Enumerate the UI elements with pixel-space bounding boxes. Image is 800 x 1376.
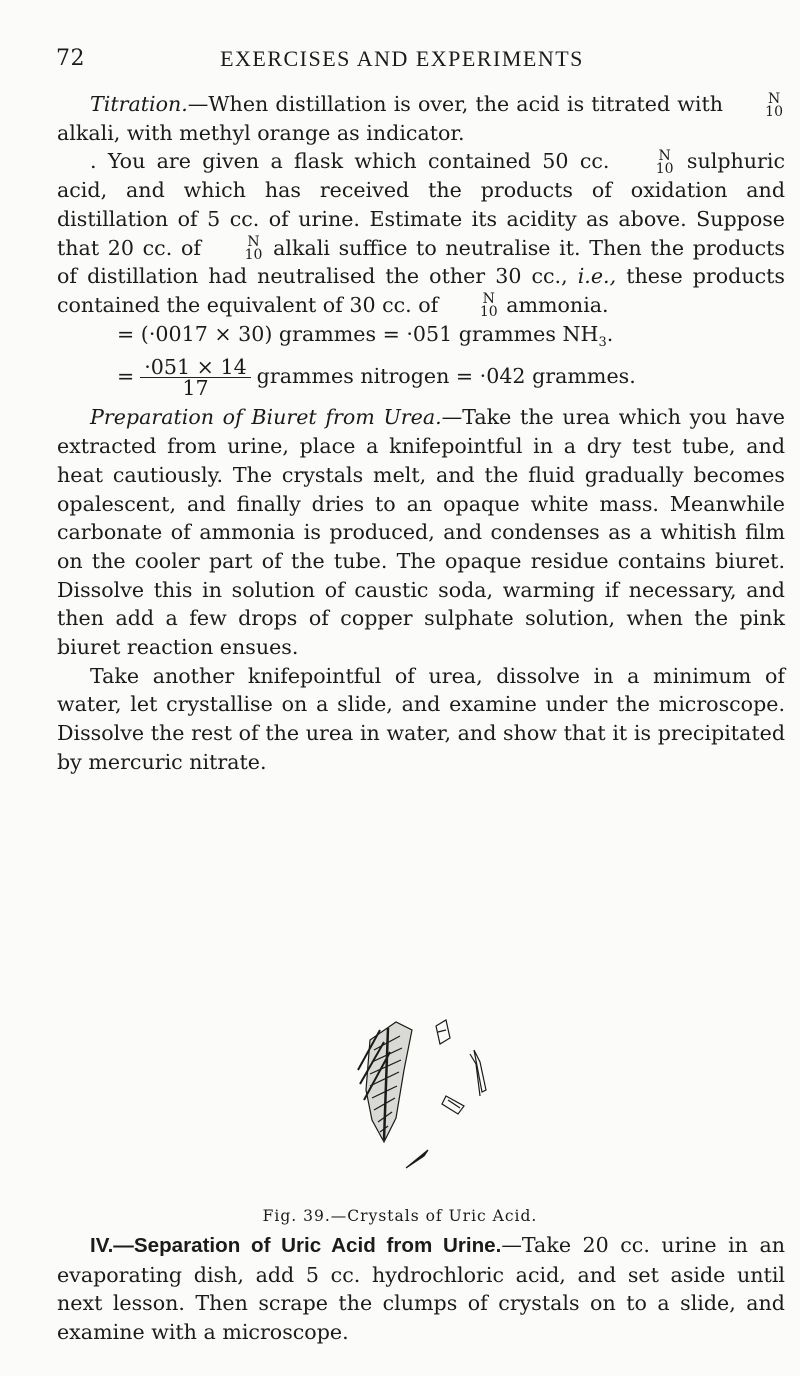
equation-line-1: = (·0017 × 30) grammes = ·051 grammes $NH_3$.: [117, 321, 614, 350]
fraction: N 10: [655, 147, 674, 177]
equation-line-2: = $\frac{\cdot 051 \times 14}{17}$ grammes nitrogen = ·042 grammes.: [117, 355, 636, 401]
uric-acid-crystals-figure: [300, 1000, 520, 1180]
crystals-drawing: [300, 1000, 520, 1180]
biuret-paragraph: Preparation of Biuret from Urea.—Take the urea which you have extracted from urine, place a knifepointful in a dry test tube, and heat cautiously. The crystals melt, and the fluid gradually becomes opalescent, and finally dries to an opaque white mass. Meanwhile carbonate of ammonia is produced, and condenses as a whitish film on the cooler part of the tube. The opaque residue contains biuret. Dissolve this in solution of caustic soda, warming if necessary, and then add a few drops of copper sulphate solution, when the pink biuret reaction ensues.: [57, 405, 785, 660]
fraction: N 10: [244, 234, 263, 264]
fraction: N 10: [479, 291, 498, 321]
page-header: [56, 46, 748, 76]
equation-fraction: $\frac{\cdot 051 \times 14}{17}$: [140, 357, 250, 398]
urea-paragraph: Take another knifepointful of urea, dissolve in a minimum of water, let crystallise on a slide, and examine under the microscope. Dissolve the rest of the urea in water, and show that it is precipitated by mercuric nitrate.: [57, 663, 785, 774]
biuret-title: Preparation of Biuret from Urea.: [90, 405, 442, 430]
titration-title: Titration.: [90, 92, 188, 116]
estimate-paragraph: . You are given a flask which contained 50 cc. N 10 sulphuric acid, and which has received the products of oxidation and distillation of 5 cc. of urine. Estimate its acidity as above. Suppose that 20 cc. of N 10 alkali suffice to neutralise it. Then the products of distillation had neutralised the other 30 cc., i.e., these products contained the equivalent of 30 cc. of N 10 ammonia.: [57, 147, 786, 321]
fraction: N 10: [765, 90, 783, 120]
page-body: [57, 90, 785, 777]
running-title: EXERCISES AND EXPERIMENTS: [220, 46, 584, 71]
section-iv: IV.—Separation of Uric Acid from Urine.—Take 20 cc. urine in an evaporating dish, add 5 cc. hydrochloric acid, and set aside until next lesson. Then scrape the clumps of crystals on to a slide, and examine with a microscope.: [57, 1233, 786, 1345]
titration-paragraph: Titration.—When distillation is over, the acid is titrated with N 10 alkali, with methyl orange as indicator.: [57, 90, 783, 145]
section-heading: IV.—Separation of Uric Acid from Urine.: [90, 1234, 502, 1257]
page-number: 72: [56, 46, 85, 71]
figure-caption: Fig. 39.—Crystals of Uric Acid.: [262, 1207, 538, 1225]
